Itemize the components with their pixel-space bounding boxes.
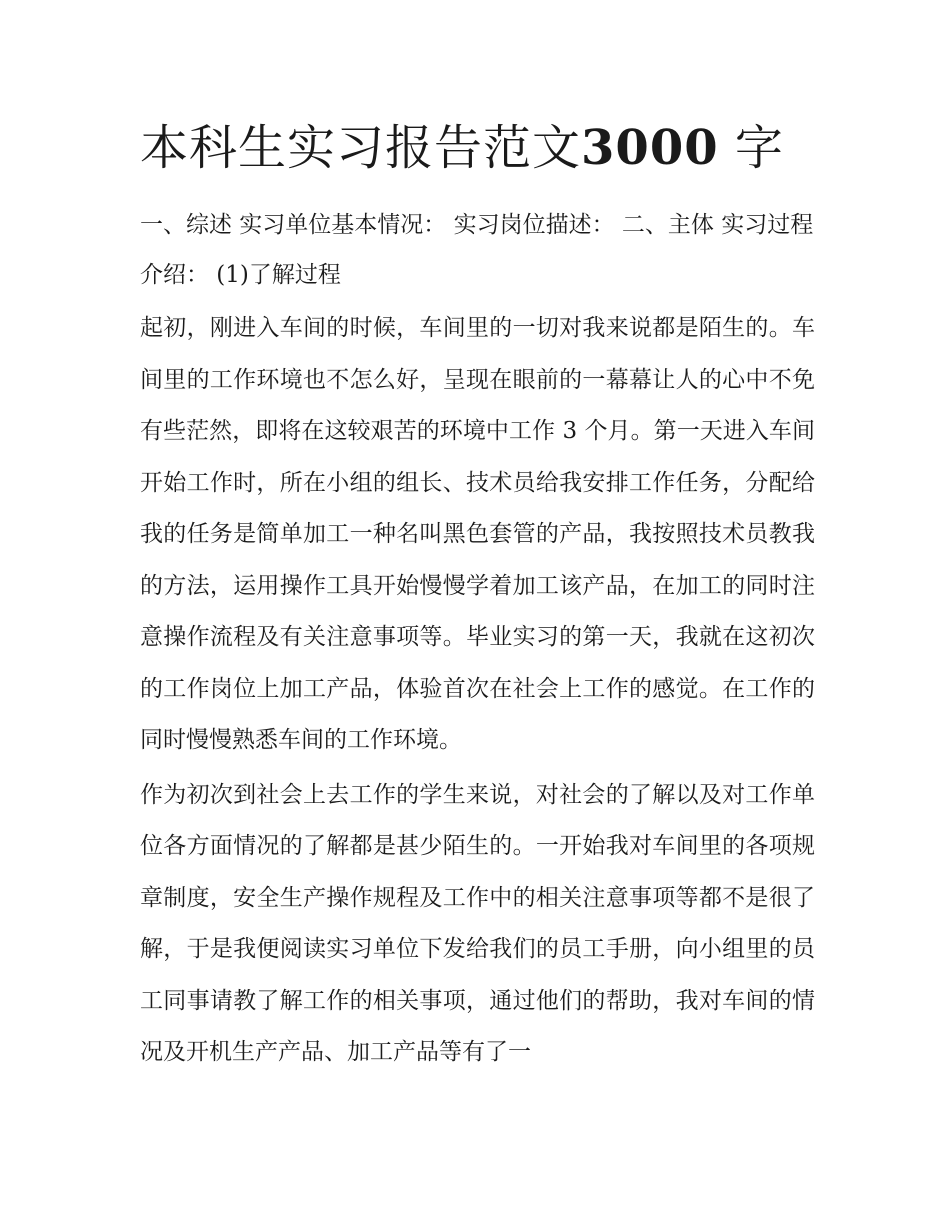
title-text: 本科生实习报告范文 [140, 120, 582, 176]
title-suffix: 字 [718, 120, 784, 176]
document-body [140, 118, 815, 1079]
document-title [140, 118, 815, 178]
title-number: 3000 [581, 120, 719, 176]
outline-paragraph: 一、综述 实习单位基本情况： 实习岗位描述： 二、主体 实习过程介绍： (1)了解过程 [140, 212, 814, 288]
body-paragraph-1: 起初，刚进入车间的时候，车间里的一切对我来说都是陌生的。车间里的工作环境也不怎么好，呈现在眼前的一幕幕让人的心中不免有些茫然，即将在这较艰苦的环境中工作 3 个月。第一天进入车间开始工作时，所在小组的组长、技术员给我安排工作任务，分配给我的任务是简单加工一种名叫黑色套管的产品，我按照技术员教我的方法，运用操作工具开始慢慢学着加工该产品，在加工的同时注意操作流程及有关注意事项等。毕业实习的第一天，我就在这初次的工作岗位上加工产品，体验首次在社会上工作的感觉。在工作的同时慢慢熟悉车间的工作环境。 [140, 315, 815, 753]
body-paragraph-2: 作为初次到社会上去工作的学生来说，对社会的了解以及对工作单位各方面情况的了解都是甚少陌生的。一开始我对车间里的各项规章制度，安全生产操作规程及工作中的相关注意事项等都不是很了解，于是我便阅读实习单位下发给我们的员工手册，向小组里的员工同事请教了解工作的相关事项，通过他们的帮助，我对车间的情况及开机生产产品、加工产品等有了一 [140, 781, 815, 1065]
